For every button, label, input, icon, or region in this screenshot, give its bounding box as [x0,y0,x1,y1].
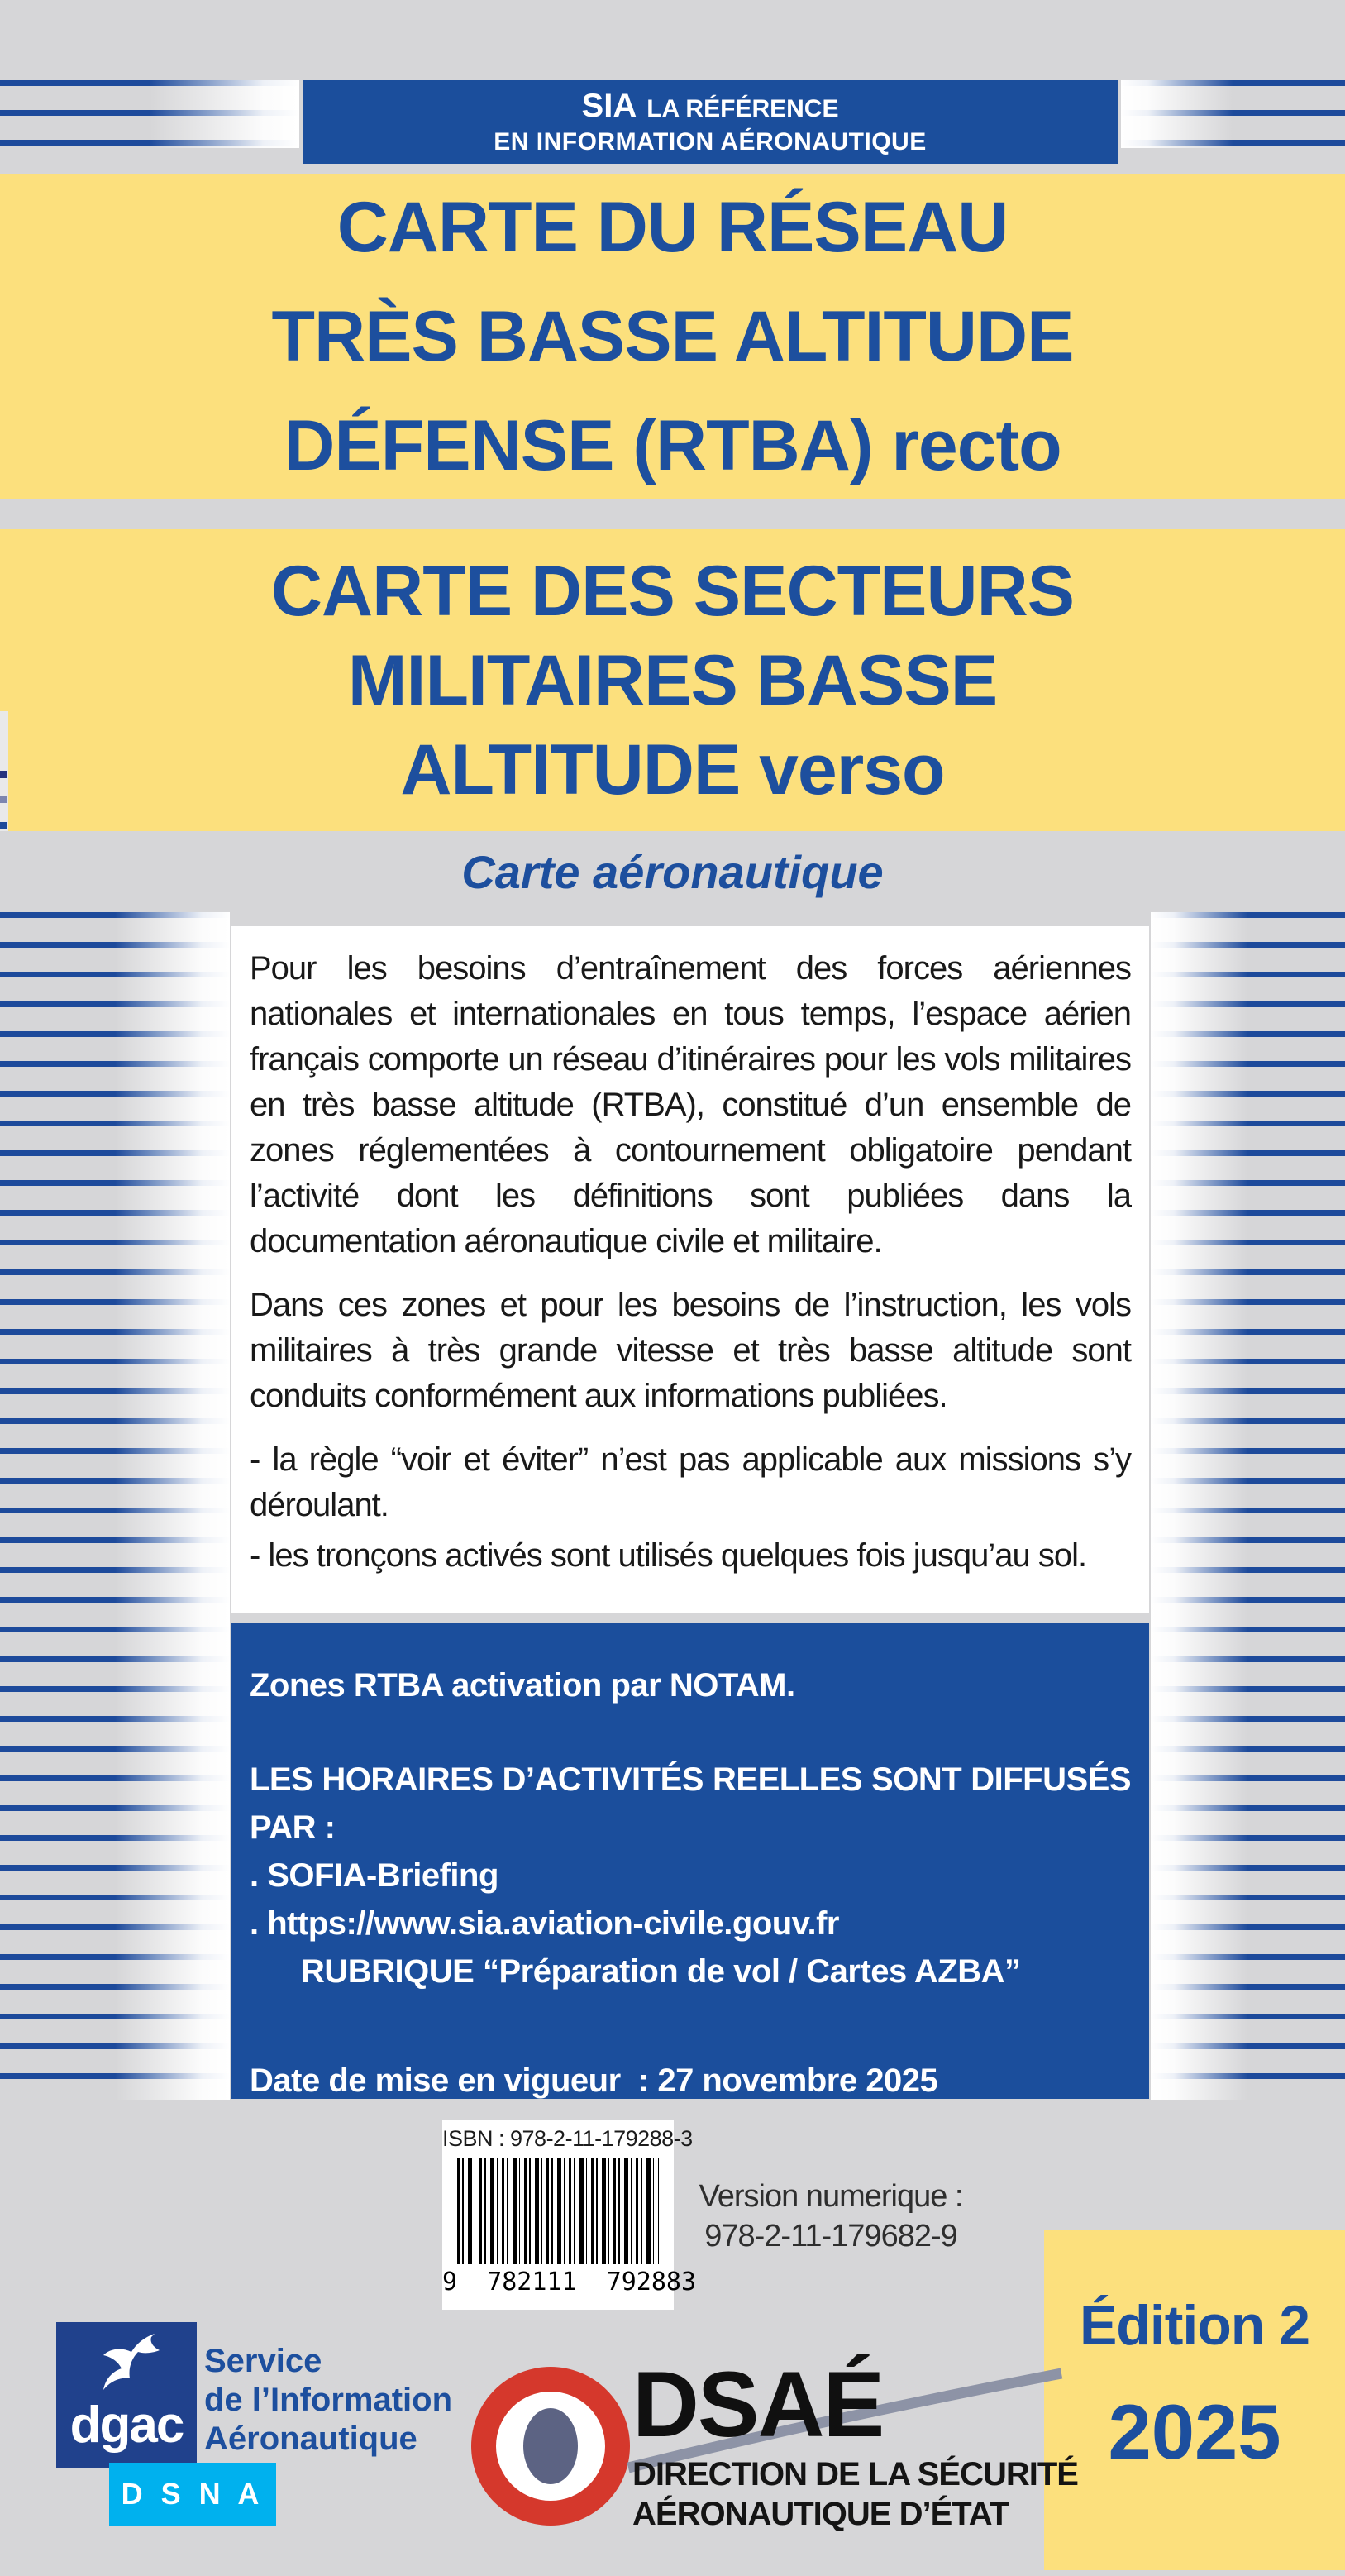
description-box [231,926,1149,1613]
title-panel-verso [0,529,1345,831]
notice-sofia-line: . SOFIA-Briefing [250,1857,498,1894]
recto-title-line1: CARTE DU RÉSEAU [336,188,1009,267]
cover-subtitle: Carte aéronautique [461,846,884,898]
verso-title-line1: CARTE DES SECTEURS [270,551,1075,631]
barcode-digits: 9 782111 792883 [442,2268,697,2296]
notam-notice-box [231,1623,1149,2099]
notice-rubrique-line: RUBRIQUE “Préparation de vol / Cartes AZBA” [301,1953,1021,1990]
stripe-band-right [1151,912,1345,2100]
print-registration-mark [0,796,7,803]
sia-service-label [204,2342,452,2459]
recto-title-line2: TRÈS BASSE ALTITUDE [271,297,1074,376]
service-line3: Aéronautique [204,2421,417,2457]
sia-header-banner [303,80,1118,164]
notice-schedule-line: LES HORAIRES D’ACTIVITÉS REELLES SONT DIFFUSÉS [250,1761,1131,1798]
description-paragraph-1: Pour les besoins d’entraînement des forces aériennes nationales et internationales en tous temps, l’espace aérien français comporte un réseau d’itinéraires pour les vols militaires en très basse altitude (RTBA), constitué d’un ensemble de zones réglementées à contournement obligatoire pendant l’activité dont les définitions sont publiées dans la documentation aéronautique civile et militaire. [250,950,1131,1259]
description-paragraph-3: - la règle “voir et éviter” n’est pas applicable aux missions s’y déroulant. [250,1441,1131,1523]
verso-title-line3: ALTITUDE verso [400,729,945,810]
sia-header-line1 [582,88,839,125]
dsae-wordmark: DSAÉ [632,2353,884,2456]
verso-title-line2: MILITAIRES BASSE [347,640,998,720]
notice-activation-line: Zones RTBA activation par NOTAM. [250,1667,795,1704]
stripe-band-top-left [0,80,299,148]
edition-year: 2025 [1108,2388,1281,2475]
sia-header-line2: EN INFORMATION AÉRONAUTIQUE [494,128,927,155]
sia-tagline: LA RÉFÉRENCE [646,95,839,122]
isbn-label: ISBN : 978-2-11-179288-3 [442,2126,693,2151]
print-registration-mark [0,822,7,829]
sia-brand: SIA [581,88,637,124]
dsae-subtitle-line1: DIRECTION DE LA SÉCURITÉ [632,2456,1078,2492]
effective-date: Date de mise en vigueur : 27 novembre 2025 [250,2062,938,2099]
title-panel-recto [0,174,1345,499]
dsae-subtitle-line2: AÉRONAUTIQUE D’ÉTAT [632,2496,1009,2532]
digital-version-block [694,2177,967,2256]
description-paragraph-4: - les tronçons activés sont utilisés quelques fois jusqu’au sol. [250,1537,1087,1574]
notice-schedule-line2: PAR : [250,1809,336,1846]
recto-title-line3: DÉFENSE (RTBA) recto [284,406,1061,485]
dgac-logo [56,2322,197,2468]
print-registration-mark [0,771,7,778]
barcode [457,2158,659,2264]
edition-box [1044,2230,1345,2570]
cocarde-center-dot [523,2408,578,2484]
notice-url-line: . https://www.sia.aviation-civile.gouv.fr [250,1905,839,1942]
stripe-band-left [0,912,230,2100]
dsna-badge: D S N A [109,2463,276,2526]
stripe-band-top-right [1121,80,1345,148]
service-line2: de l’Information [204,2382,452,2418]
description-paragraph-2: Dans ces zones et pour les besoins de l’instruction, les vols militaires à très grande vitesse et très basse altitude sont conduits conformément aux informations publiées. [250,1287,1131,1414]
dgac-wordmark: dgac [69,2397,184,2454]
edition-label: Édition 2 [1079,2294,1310,2357]
digital-version-number: 978-2-11-179682-9 [704,2219,957,2253]
isbn-barcode-box [442,2120,697,2310]
service-line1: Service [204,2343,322,2379]
digital-version-label: Version numerique : [699,2179,963,2214]
